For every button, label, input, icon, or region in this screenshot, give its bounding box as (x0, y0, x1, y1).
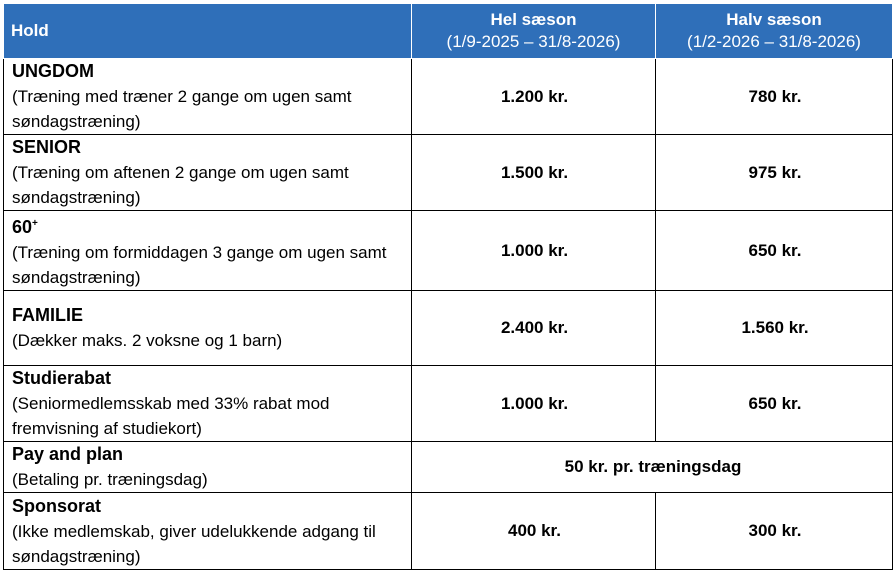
full-season-price: 1.000 kr. (412, 211, 656, 291)
team-description: (Dækker maks. 2 voksne og 1 barn) (12, 331, 283, 350)
half-season-price: 650 kr. (656, 366, 893, 442)
half-season-period: (1/2-2026 – 31/8-2026) (687, 32, 861, 51)
team-name: Sponsorat (12, 495, 102, 516)
table-row (4, 135, 893, 211)
merged-price: 50 kr. pr. træningsdag (412, 442, 893, 493)
table-row (4, 211, 893, 291)
team-description: (Ikke medlemskab, giver udelukkende adgang til søndagstræning) (12, 521, 376, 566)
team-name-text: 60 (12, 217, 33, 237)
full-season-price: 400 kr. (412, 493, 656, 570)
team-cell (4, 493, 412, 570)
team-name: Pay and plan (12, 444, 124, 464)
half-season-price: 650 kr. (656, 211, 893, 291)
team-name (12, 211, 405, 240)
full-season-period: (1/9-2025 – 31/8-2026) (446, 32, 621, 51)
header-half-season (656, 4, 893, 59)
team-name: UNGDOM (12, 61, 94, 81)
team-cell (4, 366, 412, 442)
header-row (4, 4, 893, 59)
half-season-title: Halv sæson (726, 10, 822, 29)
full-season-price: 2.400 kr. (412, 291, 656, 366)
table-row (4, 366, 893, 442)
team-name: SENIOR (12, 137, 82, 157)
team-cell (4, 442, 412, 493)
team-description: (Seniormedlemsskab med 33% rabat mod fremvisning af studiekort) (12, 394, 330, 438)
team-description: (Træning om aftenen 2 gange om ugen samt søndagstræning) (12, 163, 349, 207)
team-description: (Træning med træner 2 gange om ugen samt søndagstræning) (12, 87, 352, 131)
table-row (4, 59, 893, 135)
price-table (3, 3, 893, 570)
team-name: Studierabat (12, 368, 112, 388)
team-description: (Træning om formiddagen 3 gange om ugen samt søndagstræning) (12, 243, 387, 287)
team-name-superscript: + (32, 218, 38, 229)
full-season-price: 1.000 kr. (412, 366, 656, 442)
full-season-price: 1.500 kr. (412, 135, 656, 211)
full-season-price: 1.200 kr. (412, 59, 656, 135)
table-row (4, 291, 893, 366)
team-description: (Betaling pr. træningsdag) (12, 470, 208, 489)
team-name: FAMILIE (12, 305, 83, 325)
table-row (4, 442, 893, 493)
half-season-price: 780 kr. (656, 59, 893, 135)
team-cell (4, 135, 412, 211)
team-cell (4, 211, 412, 291)
header-full-season (412, 4, 656, 59)
header-hold: Hold (4, 4, 412, 59)
full-season-title: Hel sæson (490, 10, 577, 29)
table-row (4, 493, 893, 570)
half-season-price: 1.560 kr. (656, 291, 893, 366)
team-cell (4, 59, 412, 135)
half-season-price: 975 kr. (656, 135, 893, 211)
team-cell (4, 291, 412, 366)
half-season-price: 300 kr. (656, 493, 893, 570)
